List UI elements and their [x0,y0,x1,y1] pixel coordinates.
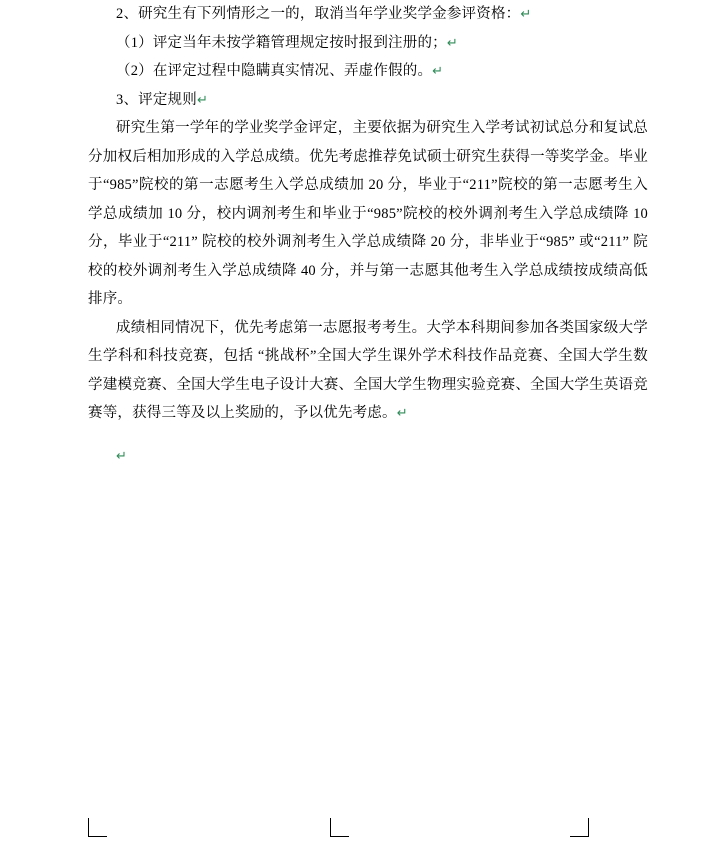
crop-mark-bottom-center [330,818,349,837]
paragraph-item-3-heading [88,86,648,115]
paragraph-mark-icon: ↵ [520,6,532,21]
paragraph-text: 研究生第一学年的学业奖学金评定，主要依据为研究生入学考试初试总分和复试总分加权后相加形成的入学总成绩。优先考虑推荐免试硕士研究生获得一等奖学金。毕业于“985”院校的第一志愿考生入学总成绩加 20 分，毕业于“211”院校的第一志愿考生入学总成绩加 10 分，校内调剂考生和毕业于“985”院校的校外调剂考生入学总成绩降 10 分，毕业于“211” 院校的校外调剂考生入学总成绩降 20 分，非毕业于“985” 或“211” 院校的校外调剂考生入学总成绩降 40 分，并与第一志愿其他考生入学总成绩按成绩高低排序。 [88,120,648,307]
crop-mark-bottom-right [570,818,589,837]
paragraph-text: （1）评定当年未按学籍管理规定按时报到注册的； [116,34,447,51]
paragraph-rules-body [88,114,648,314]
paragraph-text: （2）在评定过程中隐瞒真实情况、弄虚作假的。 [116,63,433,79]
paragraph-text: 2、研究生有下列情形之一的，取消当年学业奖学金参评资格： [116,6,521,22]
paragraph-mark-icon: ↵ [432,63,444,78]
paragraph-item-2-1 [88,29,648,58]
crop-mark-bottom-left [88,818,107,837]
paragraph-text: 成绩相同情况下，优先考虑第一志愿报考考生。大学本科期间参加各类国家级大学生学科和科技竞赛，包括 “挑战杯”全国大学生课外学术科技作品竞赛、全国大学生数学建模竞赛、全国大学生电子设计大赛、全国大学生物理实验竞赛、全国大学生英语竞赛等，获得三等及以上奖励的，予以优先考虑。 [88,319,648,421]
paragraph-mark-icon: ↵ [396,405,408,420]
paragraph-empty-trailing [88,442,648,471]
document-body [88,0,648,485]
paragraph-mark-icon: ↵ [196,91,209,107]
paragraph-item-2-2 [88,57,648,86]
paragraph-tiebreak-body [88,314,648,428]
paragraph-text: 3、评定规则 [116,91,197,108]
paragraph-mark-icon: ↵ [116,448,127,463]
paragraph-mark-icon: ↵ [446,34,458,50]
paragraph-item-2 [88,0,648,29]
